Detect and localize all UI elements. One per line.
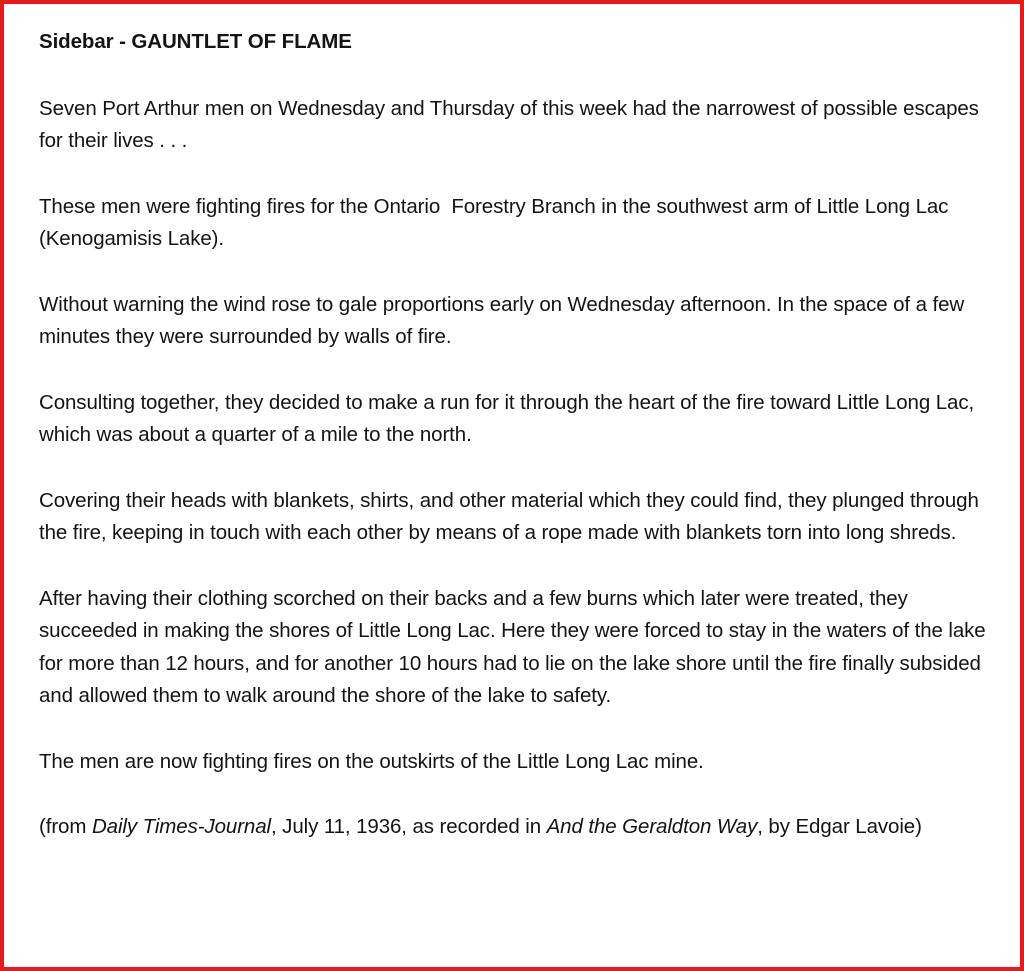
citation-suffix: , by Edgar Lavoie)	[757, 815, 922, 838]
citation	[39, 811, 1004, 844]
paragraph-4: Consulting together, they decided to make a run for it through the heart of the fire toward Little Long Lac, which was about a quarter of a mile to the north.	[39, 390, 975, 446]
document-body	[39, 26, 1004, 844]
document-title: Sidebar - GAUNTLET OF FLAME	[39, 30, 352, 53]
paragraph-5: Covering their heads with blankets, shirts, and other material which they could find, they plunged through the fire, keeping in touch with each other by means of a rope made with blankets torn into long shreds.	[39, 488, 979, 544]
paragraph-3: Without warning the wind rose to gale proportions early on Wednesday afternoon. In the space of a few minutes they were surrounded by walls of fire.	[39, 292, 965, 348]
citation-source: Daily Times-Journal	[91, 815, 271, 838]
paragraph-1: Seven Port Arthur men on Wednesday and Thursday of this week had the narrowest of possible escapes for their lives . . .	[39, 96, 979, 152]
paragraph-6: After having their clothing scorched on their backs and a few burns which later were treated, they succeeded in making the shores of Little Long Lac. Here they were forced to stay in the waters of the lake for more than 12 hours, and for another 10 hours had to lie on the lake shore until the fire finally subsided and allowed them to walk around the shore of the lake to safety.	[39, 586, 986, 707]
citation-middle: , July 11, 1936, as recorded in	[270, 815, 547, 838]
citation-book: And the Geraldton Way	[546, 815, 758, 838]
paragraph-2: These men were fighting fires for the Ontario Forestry Branch in the southwest arm of Little Long Lac (Kenogamisis Lake).	[39, 194, 954, 250]
citation-prefix: (from	[39, 815, 92, 838]
paragraph-7: The men are now fighting fires on the outskirts of the Little Long Lac mine.	[39, 749, 704, 773]
